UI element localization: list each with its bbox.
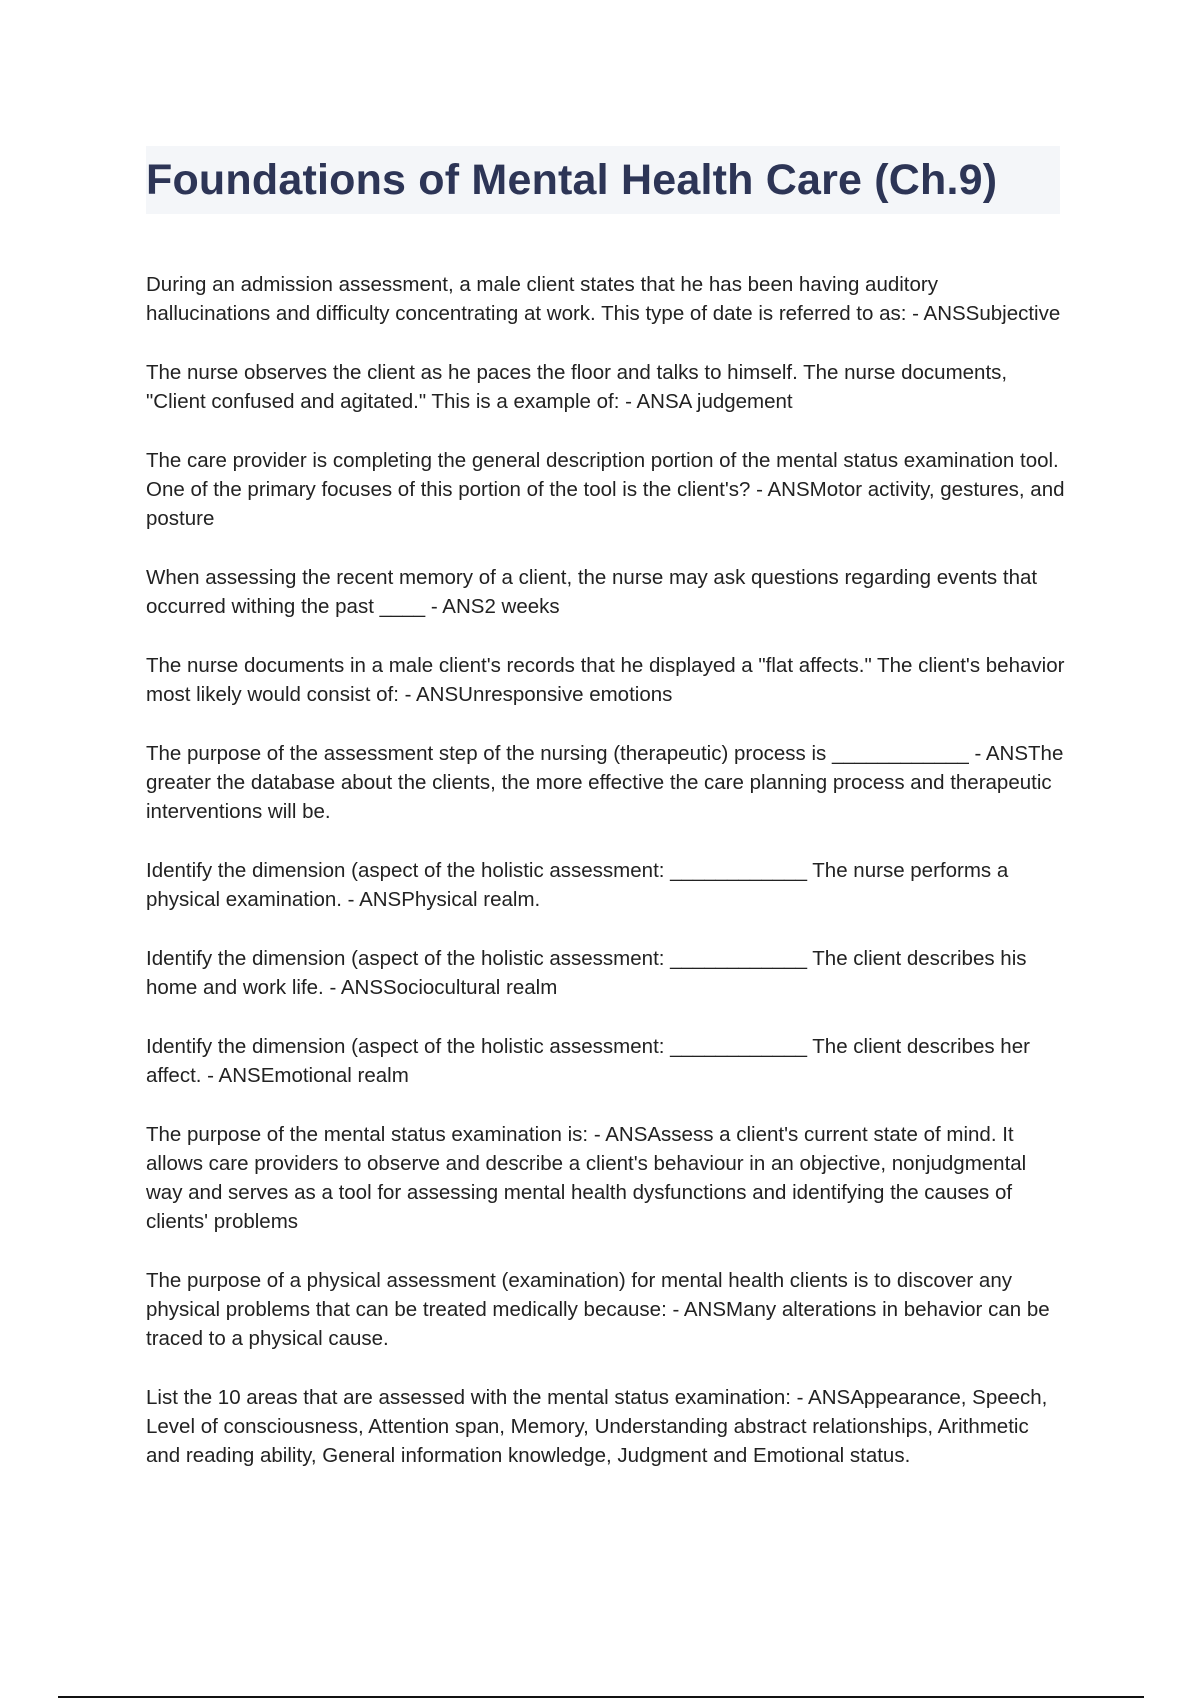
- qa-item-1: During an admission assessment, a male client states that he has been having auditory hallucinations and difficulty concentrating at work. This type of date is referred to as: - ANSSubjective: [146, 273, 1061, 325]
- qa-item-2: The nurse observes the client as he paces the floor and talks to himself. The nurse documents, "Client confused and agitated." This is a example of: - ANSA judgement: [146, 361, 1008, 413]
- qa-item-8: Identify the dimension (aspect of the holistic assessment: ____________ The client describes his home and work life. - ANSSociocultural realm: [146, 947, 1027, 999]
- qa-item-3: The care provider is completing the general description portion of the mental status examination tool. One of the primary focuses of this portion of the tool is the client's? - ANSMotor activity, gestures, and posture: [146, 449, 1065, 530]
- qa-item-5: The nurse documents in a male client's records that he displayed a "flat affects." The client's behavior most likely would consist of: - ANSUnresponsive emotions: [146, 654, 1065, 706]
- page-title: Foundations of Mental Health Care (Ch.9): [146, 156, 998, 204]
- qa-item-10: The purpose of the mental status examination is: - ANSAssess a client's current state of mind. It allows care providers to observe and describe a client's behaviour in an objective, nonjudgmental way and serves as a tool for assessing mental health dysfunctions and identifying the causes of clients' problems: [146, 1123, 1027, 1233]
- page-bottom-rule: [58, 1696, 1144, 1698]
- qa-item-12: List the 10 areas that are assessed with the mental status examination: - ANSAppearance, Speech, Level of consciousness, Attention span, Memory, Understanding abstract relationships, Arithmetic and reading ability, General information knowledge, Judgment and Emotional status.: [146, 1386, 1048, 1467]
- qa-item-9: Identify the dimension (aspect of the holistic assessment: ____________ The client describes her affect. - ANSEmotional realm: [146, 1035, 1030, 1087]
- title-banner: [146, 146, 1060, 214]
- qa-list: [146, 270, 1066, 1500]
- qa-item-7: Identify the dimension (aspect of the holistic assessment: ____________ The nurse performs a physical examination. - ANSPhysical realm.: [146, 859, 1009, 911]
- qa-item-11: The purpose of a physical assessment (examination) for mental health clients is to discover any physical problems that can be treated medically because: - ANSMany alterations in behavior can be traced to a physical cause.: [146, 1269, 1050, 1350]
- qa-item-4: When assessing the recent memory of a client, the nurse may ask questions regarding events that occurred withing the past ____ - ANS2 weeks: [146, 566, 1038, 618]
- qa-item-6: The purpose of the assessment step of the nursing (therapeutic) process is ____________ - ANSThe greater the database about the clients, the more effective the care planning process and therapeutic interventions will be.: [146, 742, 1064, 823]
